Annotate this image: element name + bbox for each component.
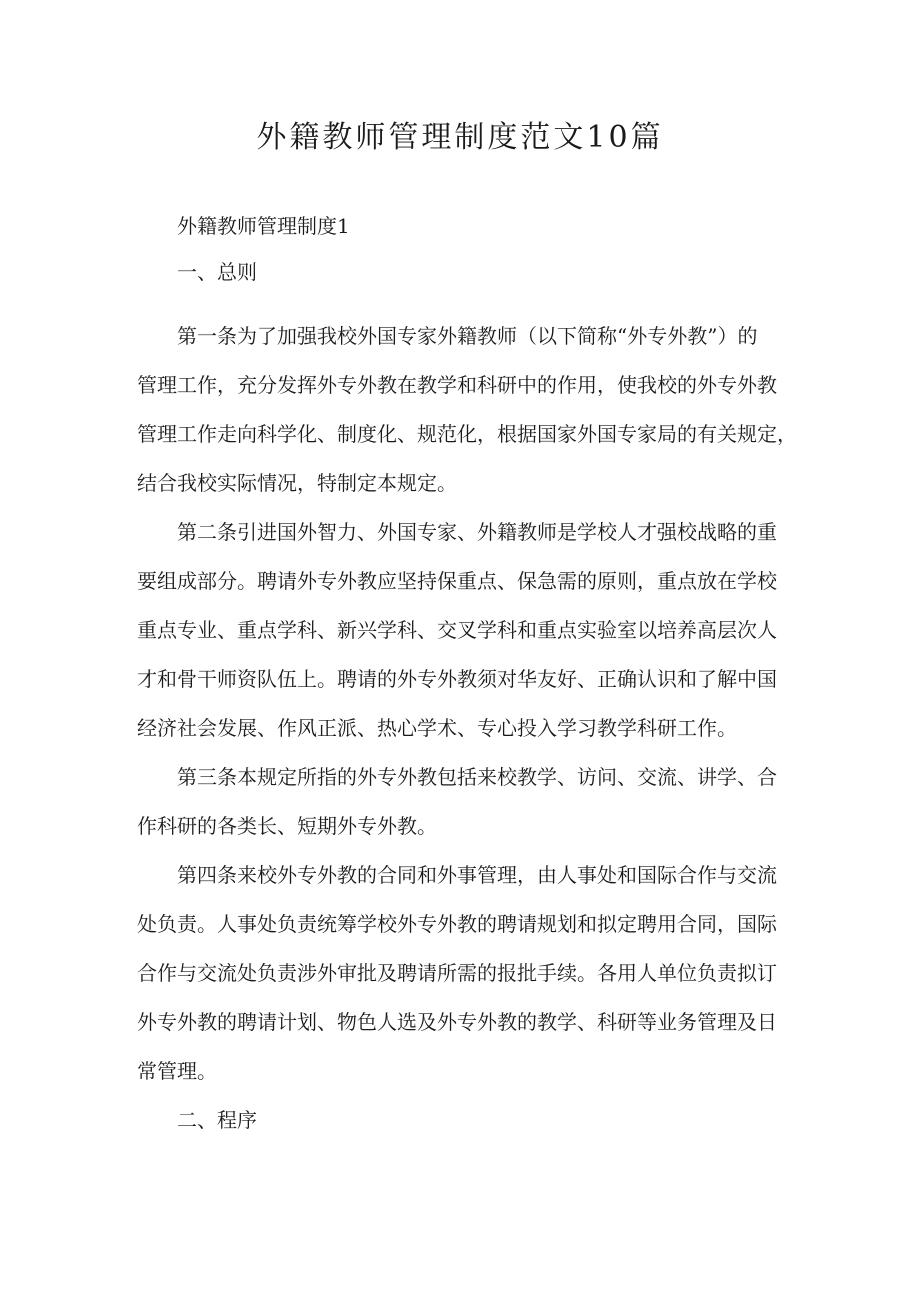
paragraph-line: 常管理。 bbox=[137, 1059, 217, 1083]
article-1 bbox=[137, 312, 797, 508]
section-title: 外籍教师管理制度1 bbox=[177, 214, 350, 238]
paragraph-line: 合作与交流处负责涉外审批及聘请所需的报批手续。各用人单位负责拟订 bbox=[137, 961, 777, 985]
paragraph-line: 外专外教的聘请计划、物色人选及外专外教的教学、科研等业务管理及日 bbox=[137, 1010, 777, 1034]
chapter-heading-general: 一、总则 bbox=[177, 260, 257, 284]
paragraph-line: 要组成部分。聘请外专外教应坚持保重点、保急需的原则，重点放在学校 bbox=[137, 569, 777, 593]
article-2 bbox=[137, 508, 785, 753]
paragraph-line: 管理工作，充分发挥外专外教在教学和科研中的作用，使我校的外专外教 bbox=[137, 373, 777, 397]
paragraph-line: 处负责。人事处负责统筹学校外专外教的聘请规划和拟定聘用合同，国际 bbox=[137, 912, 777, 936]
paragraph-line: 作科研的各类长、短期外专外教。 bbox=[137, 814, 437, 838]
paragraph-line: 第四条来校外专外教的合同和外事管理，由人事处和国际合作与交流 bbox=[177, 863, 777, 887]
document-body bbox=[137, 214, 797, 1145]
paragraph-line: 第三条本规定所指的外专外教包括来校教学、访问、交流、讲学、合 bbox=[177, 765, 777, 789]
paragraph-line: 才和骨干师资队伍上。聘请的外专外教须对华友好、正确认识和了解中国 bbox=[137, 667, 777, 691]
chapter-heading-procedure: 二、程序 bbox=[177, 1108, 257, 1132]
document-title: 外籍教师管理制度范文10篇 bbox=[256, 120, 664, 155]
paragraph-line: 结合我校实际情况，特制定本规定。 bbox=[137, 471, 457, 495]
paragraph-line: 经济社会发展、作风正派、热心学术、专心投入学习教学科研工作。 bbox=[137, 716, 737, 740]
paragraph-line: 第一条为了加强我校外国专家外籍教师（以下简称“外专外教”）的 bbox=[177, 324, 758, 348]
paragraph-line: 管理工作走向科学化、制度化、规范化，根据国家外国专家局的有关规定， bbox=[137, 422, 797, 446]
paragraph-line: 重点专业、重点学科、新兴学科、交叉学科和重点实验室以培养高层次人 bbox=[137, 618, 777, 642]
paragraph-line: 第二条引进国外智力、外国专家、外籍教师是学校人才强校战略的重 bbox=[177, 520, 777, 544]
article-4 bbox=[137, 851, 785, 1096]
article-3 bbox=[137, 753, 785, 851]
